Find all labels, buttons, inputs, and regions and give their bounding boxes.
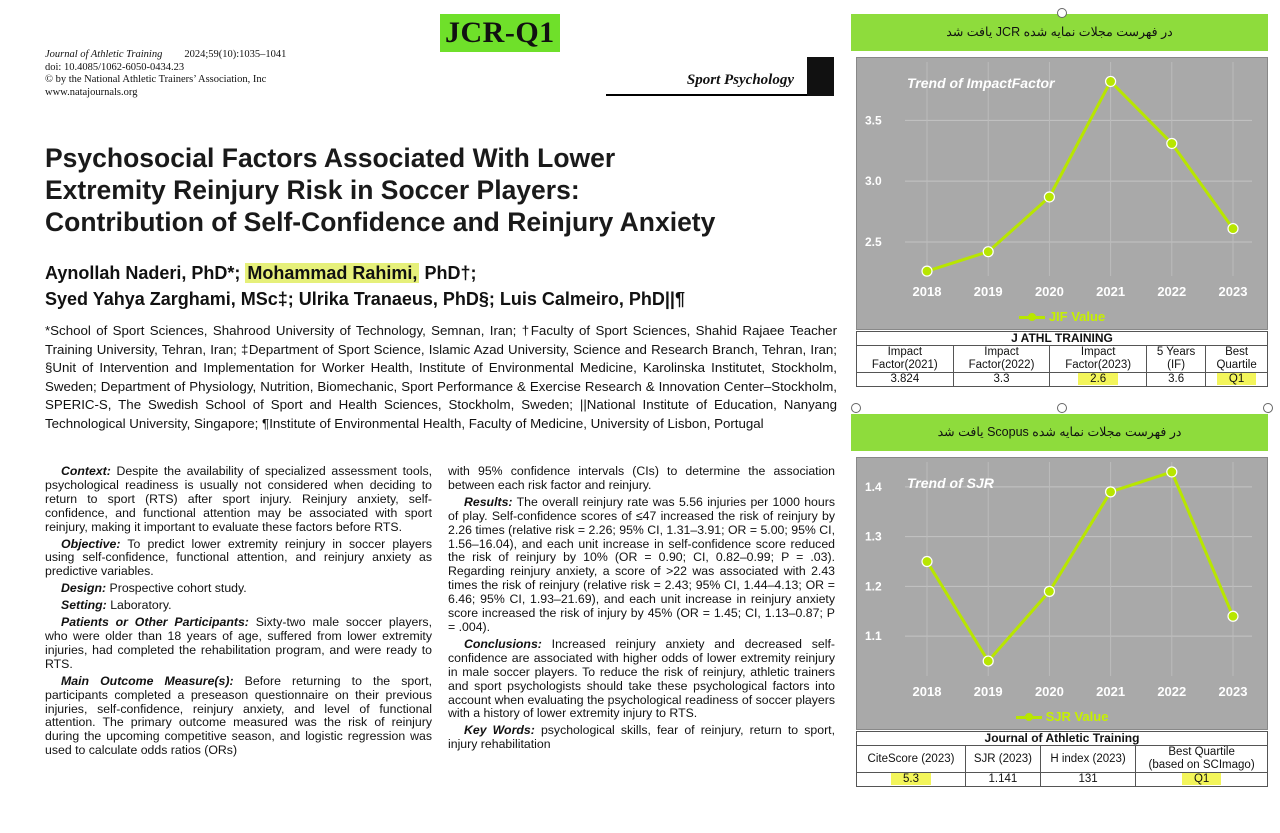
table-header-line: Best Quartile <box>1168 746 1235 758</box>
table-value: 3.824 <box>890 373 920 385</box>
chart-background <box>857 58 1267 308</box>
abstract-paragraph <box>448 465 835 493</box>
jcr-q1-badge: JCR-Q1 <box>440 14 560 52</box>
legend-label: SJR Value <box>1045 709 1109 724</box>
table-header-line: Factor(2021) <box>871 359 938 371</box>
abstract-paragraph <box>45 675 432 758</box>
copyright: © by the National Athletic Trainers’ Association, Inc <box>45 74 267 85</box>
scopus-table <box>856 731 1268 787</box>
chart-legend <box>857 709 1267 724</box>
x-tick-label: 2023 <box>1218 684 1248 699</box>
table-value: 3.6 <box>1168 373 1185 385</box>
data-point <box>1167 138 1177 148</box>
scopus-banner: در فهرست مجلات نمایه شده Scopus یافت شد <box>851 414 1268 451</box>
table-header-line: Impact <box>984 346 1019 358</box>
table-header-line: Best <box>1225 346 1249 358</box>
x-tick-label: 2022 <box>1157 684 1187 699</box>
abstract-text: Sixty-two male soccer players, who were older than 18 years of age, suffered from lower extremity injuries, had completed the rehabilitation program, and were ready to RTS. <box>45 615 432 671</box>
x-tick-label: 2020 <box>1034 684 1064 699</box>
abstract-paragraph <box>45 465 432 535</box>
y-tick-label: 3.0 <box>865 174 882 189</box>
doi: doi: 10.4085/1062-6050-0434.23 <box>45 61 185 73</box>
x-tick-label: 2018 <box>912 284 942 299</box>
author-list <box>45 260 845 312</box>
chart-legend <box>857 309 1267 324</box>
table-header-line: 5 Years <box>1156 346 1196 358</box>
table-cell <box>1050 373 1147 387</box>
x-tick-label: 2021 <box>1096 284 1126 299</box>
impact-factor-svg <box>857 58 1267 308</box>
chart-background <box>857 458 1267 708</box>
abstract-label: Objective: <box>61 536 121 551</box>
journal-meta <box>45 49 286 99</box>
x-tick-label: 2021 <box>1096 684 1126 699</box>
table-cell <box>857 773 966 787</box>
table-value: 5.3 <box>891 773 931 785</box>
table-value: 3.3 <box>993 373 1010 385</box>
abstract-paragraph <box>448 496 835 635</box>
abstract-label: Design: <box>61 581 107 596</box>
abstract-text: Laboratory. <box>110 598 172 613</box>
abstract-paragraph <box>45 616 432 672</box>
y-tick-label: 3.5 <box>865 113 882 128</box>
data-point <box>1044 192 1054 202</box>
resize-handle[interactable] <box>1263 403 1273 413</box>
table-header-line: CiteScore (2023) <box>867 752 955 765</box>
table-header-line: (based on SCImago) <box>1148 759 1255 771</box>
author-line: Syed Yahya Zarghami, MSc‡; Ulrika Tranaeus, PhD§; Luis Calmeiro, PhD||¶ <box>45 289 685 309</box>
jcr-banner: در فهرست مجلات نمایه شده JCR یافت شد <box>851 14 1268 51</box>
paper-title <box>45 142 845 238</box>
abstract-text: psychological skills, fear of reinjury, return to sport, injury rehabilitation <box>448 723 836 752</box>
table-header-line: Impact <box>887 346 923 358</box>
data-point <box>983 247 993 257</box>
sjr-chart <box>856 457 1268 730</box>
table-cell <box>1040 773 1135 787</box>
x-tick-label: 2018 <box>912 684 942 699</box>
abstract-label: Conclusions: <box>464 636 542 651</box>
table-value: Q1 <box>1217 373 1256 385</box>
table-header-line: Factor(2022) <box>968 359 1035 371</box>
abstract-label: Context: <box>61 464 111 478</box>
journal-website: www.natajournals.org <box>45 86 138 98</box>
author: Aynollah Naderi, PhD*; <box>45 263 241 283</box>
resize-handle[interactable] <box>851 403 861 413</box>
table-caption: J ATHL TRAINING <box>857 332 1268 346</box>
abstract-label: Patients or Other Participants: <box>61 615 249 630</box>
data-point <box>1106 487 1116 497</box>
x-tick-label: 2019 <box>973 684 1003 699</box>
table-header <box>857 346 954 373</box>
table-value: 1.141 <box>988 773 1018 785</box>
x-tick-label: 2022 <box>1157 284 1187 299</box>
data-point <box>1106 76 1116 86</box>
table-header <box>1147 346 1206 373</box>
section-block <box>807 57 834 96</box>
title-line: Contribution of Self-Confidence and Reinjury Anxiety <box>45 207 716 237</box>
abstract-paragraph <box>45 582 432 596</box>
table-header <box>1040 746 1135 773</box>
table-cell <box>953 373 1050 387</box>
abstract-paragraph <box>45 538 432 580</box>
chart-title: Trend of ImpactFactor <box>907 75 1055 91</box>
data-point <box>1044 586 1054 596</box>
table-value: Q1 <box>1182 773 1221 785</box>
journal-name: Journal of Athletic Training <box>45 49 163 60</box>
x-tick-label: 2019 <box>973 284 1003 299</box>
data-point <box>922 266 932 276</box>
data-point <box>983 656 993 666</box>
jcr-table <box>856 331 1268 387</box>
author-highlighted: Mohammad Rahimi, <box>247 263 418 283</box>
abstract-label: Setting: <box>61 598 107 613</box>
table-cell <box>1206 373 1268 387</box>
affiliations: *School of Sport Sciences, Shahrood University of Technology, Semnan, Iran; †Faculty of Sport Sciences, Shahid Rajaee Teacher Training University, Tehran, Iran; ‡Department of Sport Science, Islamic Azad University, Science and Research Branch, Tehran, Iran; §Unit of Intervention and Implementation for Worker Health, Institute of Environmental Medicine, Karolinska Institutet, Stockholm, Sweden; Department of Physiology, Nutrition, Biomechanic, Sport Performance & Exercise Research & Innovation Center–Stockholm, SPERIC-S, The Swedish School of Sport and Health Sciences, Stockholm, Sweden; ||National Institute of Education, Nanyang Technological University, Singapore; ¶Institute of Environmental Health, Faculty of Medicine, University of Lisbon, Portugal <box>45 323 837 431</box>
abstract-text: To predict lower extremity reinjury in soccer players using self-confidence, functional attention, and reinjury anxiety as predictive variables. <box>45 536 432 579</box>
data-point <box>1228 611 1238 621</box>
table-header-line: Quartile <box>1216 359 1257 371</box>
legend-label: JIF Value <box>1048 309 1106 324</box>
resize-handle[interactable] <box>1057 403 1067 413</box>
abstract-text: Prospective cohort study. <box>109 581 247 596</box>
sjr-svg <box>857 458 1267 708</box>
y-tick-label: 1.2 <box>865 579 882 594</box>
abstract-paragraph <box>448 724 835 752</box>
abstract-right-column <box>448 465 835 755</box>
legend-swatch <box>1016 716 1042 719</box>
abstract-label: Results: <box>464 494 513 509</box>
table-header <box>1050 346 1147 373</box>
data-point <box>1228 224 1238 234</box>
table-header <box>1206 346 1268 373</box>
table-header-line: H index (2023) <box>1050 752 1126 765</box>
table-cell <box>1147 373 1206 387</box>
table-value: 131 <box>1078 773 1098 785</box>
x-tick-label: 2020 <box>1034 284 1064 299</box>
chart-title: Trend of SJR <box>907 475 994 491</box>
section-label: Sport Psychology <box>686 72 794 88</box>
table-cell <box>1136 773 1268 787</box>
abstract-paragraph <box>45 599 432 613</box>
table-cell <box>965 773 1040 787</box>
impact-factor-chart <box>856 57 1268 330</box>
abstract-text: Increased reinjury anxiety and decreased self-confidence are associated with higher odds of lower extremity reinjury in male soccer players. To reduce the risk of reinjury, athletic trainers and sport psychologists should take these psychological factors into account when evaluating the psychological readiness of soccer players with a history of lower extremity injury to RTS. <box>448 636 835 721</box>
y-tick-label: 1.4 <box>865 479 882 494</box>
data-point <box>922 557 932 567</box>
table-header <box>965 746 1040 773</box>
abstract-label: Key Words: <box>464 723 535 738</box>
title-line: Psychosocial Factors Associated With Lower <box>45 143 616 173</box>
y-tick-label: 2.5 <box>865 234 882 249</box>
table-header-line: (IF) <box>1167 359 1186 371</box>
abstract-text: The overall reinjury rate was 5.56 injuries per 1000 hours of play. Self-confidence scores of ≤47 increased the risk of reinjury by 2.26 times (relative risk = 2.26; 95% CI, 1.31–3.91; OR = 5.00; 95% CI, 1.56–16.04), and each unit increase in self-confidence score reduced the risk of reinjury by 10% (OR = 0.90; CI, 0.82–0.99; P = .03). Regarding reinjury anxiety, a score of >22 was associated with 2.43 times the risk of reinjury (relative risk = 2.43; 95% CI, 1.44–4.13; OR = 6.46; 95% CI, 1.93–21.69), and each unit increase in reinjury anxiety score increased the risk of injury by 45% (OR = 1.45; CI, 1.13–0.87; P = .004). <box>448 494 835 634</box>
legend-swatch <box>1019 316 1045 319</box>
table-header <box>953 346 1050 373</box>
table-header-line: SJR (2023) <box>973 752 1033 765</box>
table-header <box>1136 746 1268 773</box>
abstract-left-column <box>45 465 432 761</box>
data-point <box>1167 467 1177 477</box>
table-header <box>857 746 966 773</box>
table-value: 2.6 <box>1078 373 1118 385</box>
abstract-label: Main Outcome Measure(s): <box>61 673 234 688</box>
y-tick-label: 1.3 <box>865 529 882 544</box>
table-caption: Journal of Athletic Training <box>857 732 1268 746</box>
x-tick-label: 2023 <box>1218 284 1248 299</box>
y-tick-label: 1.1 <box>865 629 882 644</box>
table-header-line: Factor(2023) <box>1065 359 1132 371</box>
author-degree: PhD†; <box>424 263 477 283</box>
table-cell <box>857 373 954 387</box>
resize-handle[interactable] <box>1057 8 1067 18</box>
abstract-text: with 95% confidence intervals (CIs) to determine the association between each risk factor and reinjury. <box>448 464 835 492</box>
citation: 2024;59(10):1035–1041 <box>184 49 287 60</box>
table-header-line: Impact <box>1080 346 1116 358</box>
abstract-paragraph <box>448 638 835 721</box>
section-header <box>606 57 834 96</box>
abstract-text: Despite the availability of specialized assessment tools, psychological readiness is usually not considered when deciding to return to sport (RTS) after sport injury. Reinjury anxiety, self-confidence, and functional attention may be associated with sport reinjury, making it important to evaluate these factors before RTS. <box>45 464 433 534</box>
abstract-text: Before returning to the sport, participants completed a preseason questionnaire on their previous injuries, self-confidence, reinjury anxiety, and level of functional attention. The primary outcome measured was the risk of reinjury during the upcoming competitive season, and logistic regression was used to calculate odds ratios (ORs) <box>45 673 432 758</box>
title-line: Extremity Reinjury Risk in Soccer Players: <box>45 175 580 205</box>
